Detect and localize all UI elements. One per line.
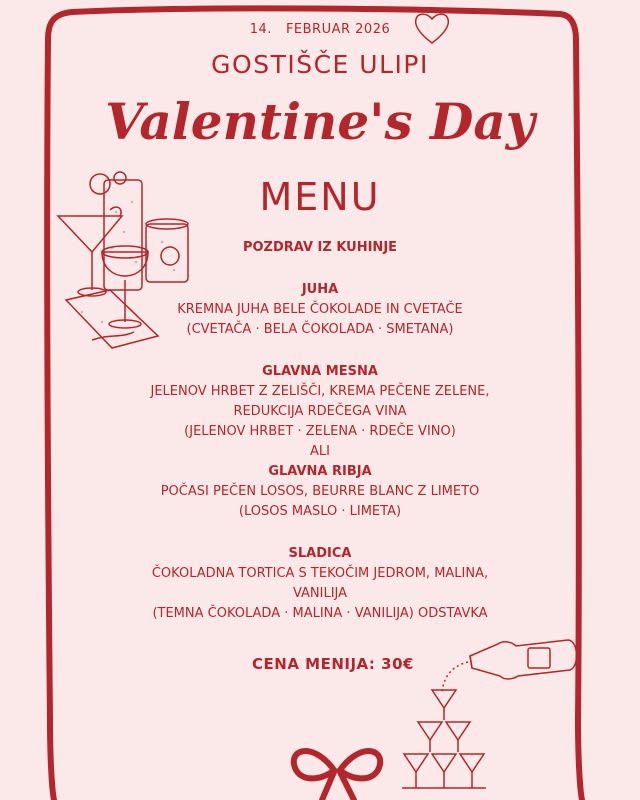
- menu-content: [120, 238, 520, 624]
- event-date: [0, 22, 640, 37]
- dessert-ingredients: (TEMNA ČOKOLADA · MALINA · VANILIJA) ODSTAVKA: [152, 606, 488, 621]
- main-meat-heading: GLAVNA MESNA: [262, 364, 378, 379]
- valentines-day-title: Valentine's Day: [105, 92, 535, 151]
- restaurant-name: GOSTIŠČE ULIPI: [211, 50, 429, 79]
- or-separator: ALI: [310, 444, 330, 459]
- date-day: 14.: [249, 22, 272, 37]
- dessert-heading: SLADICA: [288, 546, 352, 561]
- champagne-tower-illustration: [408, 636, 583, 796]
- main-fish-heading: GLAVNA RIBJA: [268, 464, 372, 479]
- menu-title: MENU: [259, 175, 381, 219]
- main-meat-dish-line1: JELENOV HRBET Z ZELIŠČI, KREMA PEČENE ZELENE,: [150, 384, 490, 399]
- main-fish-dish: POČASI PEČEN LOSOS, BEURRE BLANC Z LIMETO: [160, 484, 480, 499]
- soup-dish: KREMNA JUHA BELE ČOKOLADE IN CVETAČE: [177, 302, 463, 317]
- ribbon-bow-illustration: [282, 730, 392, 800]
- menu-price: CENA MENIJA: 30€: [252, 655, 414, 673]
- main-meat-dish-line2: REDUKCIJA RDEČEGA VINA: [233, 404, 407, 419]
- soup-ingredients: (CVETAČA · BELA ČOKOLADA · SMETANA): [186, 322, 454, 337]
- greeting-heading: POZDRAV IZ KUHINJE: [242, 240, 398, 255]
- main-fish-ingredients: (LOSOS MASLO · LIMETA): [238, 504, 402, 519]
- soup-heading: JUHA: [301, 282, 339, 297]
- dessert-dish-line2: VANILIJA: [292, 586, 348, 601]
- dessert-dish-line1: ČOKOLADNA TORTICA S TEKOČIM JEDROM, MALINA,: [151, 566, 489, 581]
- main-meat-ingredients: (JELENOV HRBET · ZELENA · RDEČE VINO): [184, 424, 456, 439]
- date-month: FEBRUAR 2026: [285, 22, 391, 37]
